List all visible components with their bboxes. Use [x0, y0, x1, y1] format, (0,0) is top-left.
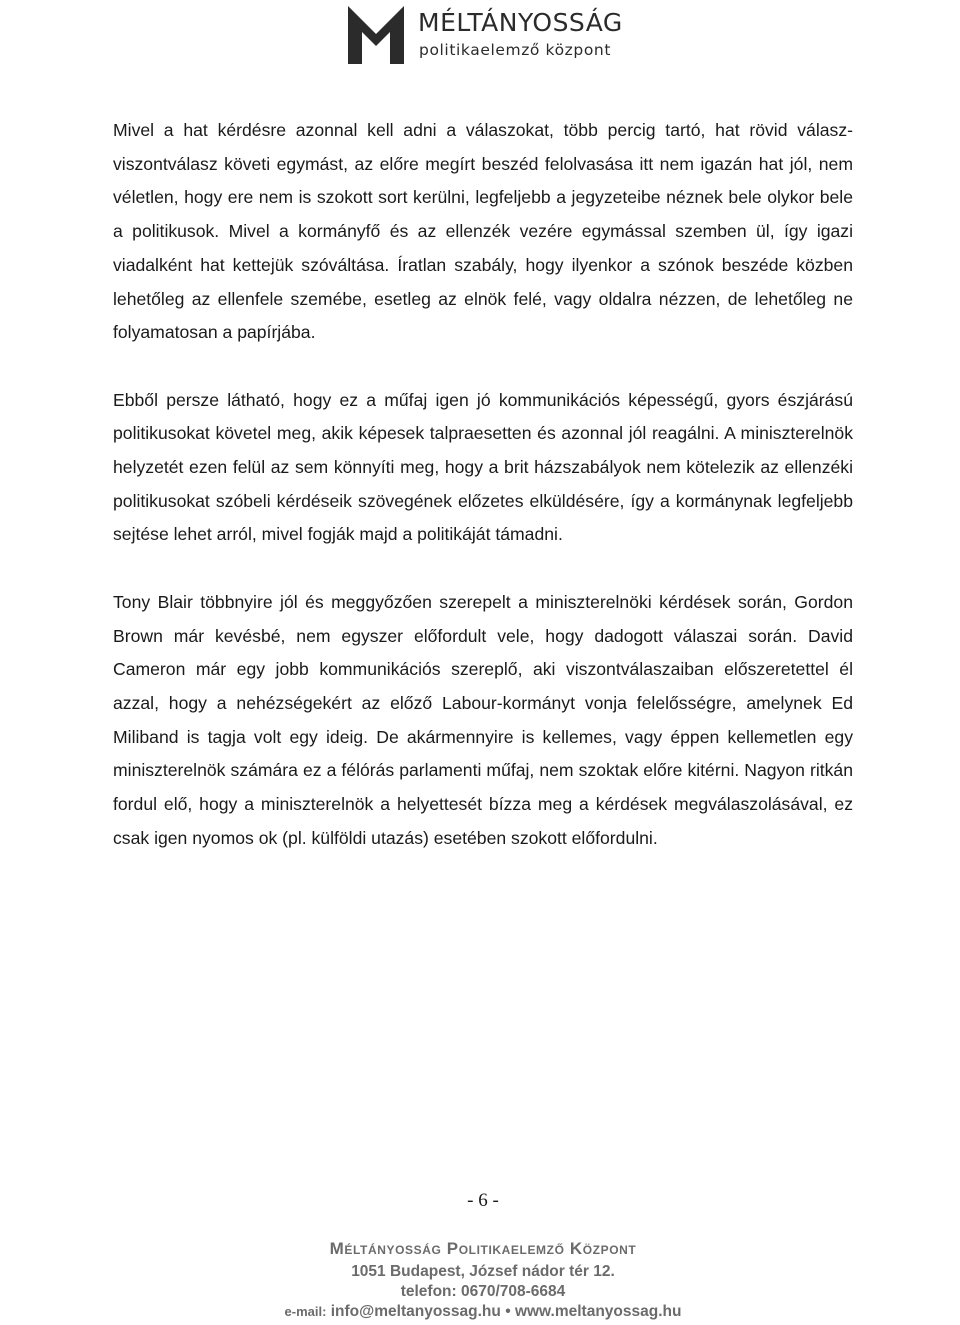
paragraph: Mivel a hat kérdésre azonnal kell adni a válaszokat, több percig tartó, hat rövid válasz-viszontválasz követi egymást, az előre megírt beszéd felolvasása itt nem igazán hat jól, nem véletlen, hogy ere nem is szokott sort kerülni, legfeljebb a jegyzeteibe néznek bele olykor bele a politikusok. Mivel a kormányfő és az ellenzék vezére egymással szemben ül, így igazi viadalként hat kettejük szóváltása. Íratlan szabály, hogy ilyenkor a szónok beszéde közben lehetőleg az ellenfele szemébe, esetleg az elnök felé, vagy oldalra nézzen, de lehetőleg ne folyamatosan a papírjába.	[113, 120, 853, 343]
page-number: - 6 -	[467, 1190, 499, 1211]
footer-email-label: e-mail:	[284, 1304, 327, 1319]
m-monogram-logo-icon	[348, 6, 404, 64]
footer-organization: Méltányosság Politikaelemző Központ	[329, 1239, 637, 1258]
header-logo	[348, 6, 638, 64]
document-body	[113, 114, 853, 855]
paragraph: Tony Blair többnyire jól és meggyőzően szerepelt a miniszterelnöki kérdések során, Gordon Brown már kevésbé, nem egyszer előfordult vele, hogy dadogott válaszai során. David Cameron már egy jobb kommunikációs szereplő, aki viszontválaszaiban előszeretettel él azzal, hogy a nehézségekért az előző Labour-kormányt vonja felelősségre, amelynek Ed Miliband is tagja volt egy ideig. De akármennyire is kellemes, vagy éppen kellemetlen egy miniszterelnök számára ez a félórás parlamenti műfaj, nem szoktak előre kitérni. Nagyon ritkán fordul elő, hogy a miniszterelnök a helyettesét bízza meg a kérdések megválaszolásával, ez csak igen nyomos ok (pl. külföldi utazás) esetében szokott előfordulni.	[113, 591, 853, 848]
footer-email-link[interactable]: info@meltanyossag.hu	[330, 1303, 501, 1320]
footer-separator: •	[505, 1303, 511, 1320]
footer-address: 1051 Budapest, József nádor tér 12.	[351, 1263, 615, 1280]
logo-title: MÉLTÁNYOSSÁG	[418, 8, 623, 37]
paragraph: Ebből persze látható, hogy ez a műfaj igen jó kommunikációs képességű, gyors észjárású politikusokat követel meg, akik képesek talpraesetten és azonnal jól reagálni. A miniszterelnök helyzetét ezen felül az sem könnyíti meg, hogy a brit házszabályok nem kötelezik az ellenzéki politikusokat szóbeli kérdéseik szövegének előzetes elküldésére, így a kormánynak legfeljebb sejtése lehet arról, mivel fogják majd a politikáját támadni.	[113, 389, 853, 545]
logo-subtitle: politikaelemző központ	[419, 41, 612, 59]
footer-contact	[0, 1302, 960, 1322]
footer	[0, 1236, 960, 1322]
footer-website-link[interactable]: www.meltanyossag.hu	[514, 1303, 682, 1320]
footer-phone: telefon: 0670/708-6684	[400, 1283, 566, 1300]
